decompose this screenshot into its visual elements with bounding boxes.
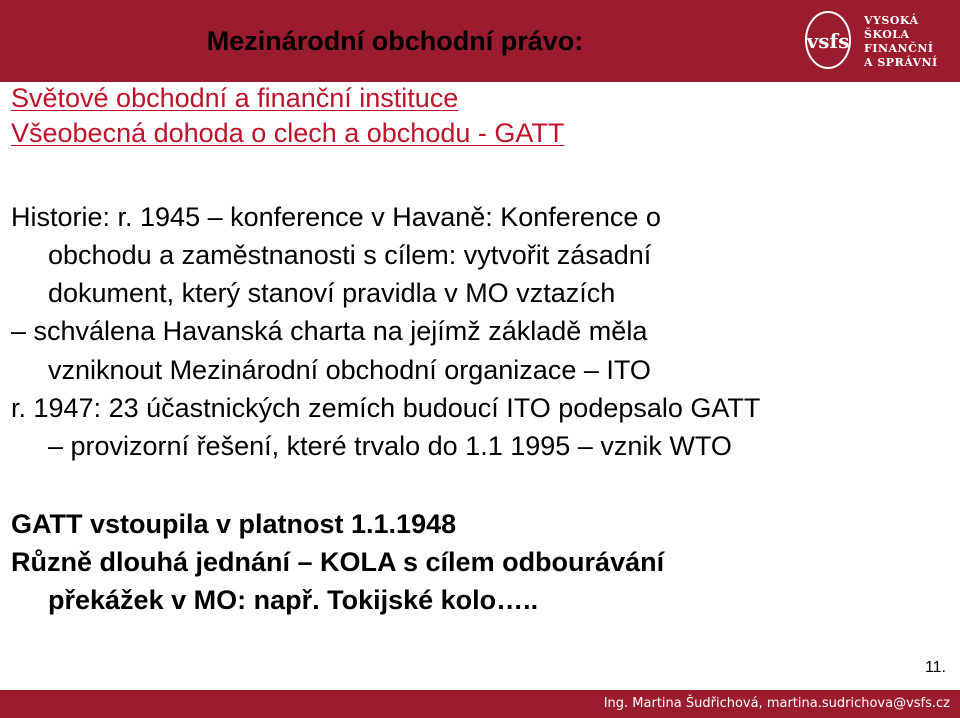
subtitle-line2: Všeobecná dohoda o clech a obchodu - GATT bbox=[11, 118, 565, 148]
bold-line-3: překážek v MO: např. Tokijské kolo….. bbox=[48, 585, 539, 615]
bold-line-2: Různě dlouhá jednání – KOLA s cílem odbourávání bbox=[11, 547, 665, 577]
body-line-1: Historie: r. 1945 – konference v Havaně: Konference o bbox=[11, 202, 661, 232]
bold-line-1: GATT vstoupila v platnost 1.1.1948 bbox=[11, 509, 457, 539]
footer-bar bbox=[0, 690, 960, 718]
school-name-line1: VYSOKÁ ŠKOLA bbox=[864, 14, 919, 41]
body-line-2: obchodu a zaměstnanosti s cílem: vytvořit zásadní bbox=[48, 240, 652, 270]
footer-author: Ing. Martina Šudřichová, martina.sudrichova@vsfs.cz bbox=[603, 696, 950, 711]
logo-mark: vsfs bbox=[806, 29, 850, 53]
school-name-line2: FINANČNÍ bbox=[864, 42, 934, 55]
school-name bbox=[864, 14, 960, 70]
body-line-4: – schválena Havanská charta na jejímž základě měla bbox=[11, 316, 648, 346]
body-line-5: vzniknout Mezinárodní obchodní organizace – ITO bbox=[48, 355, 651, 385]
slide-number: 11. bbox=[924, 659, 946, 676]
body-line-3: dokument, který stanoví pravidla v MO vztazích bbox=[48, 278, 616, 308]
vsfs-logo-icon bbox=[804, 8, 852, 72]
body-line-6: r. 1947: 23 účastnických zemích budoucí ITO podepsalo GATT bbox=[11, 393, 761, 423]
school-logo bbox=[790, 0, 960, 82]
subtitle-line1: Světové obchodní a finanční instituce bbox=[11, 83, 459, 113]
slide-title: Mezinárodní obchodní právo: bbox=[0, 0, 790, 82]
body-line-7: – provizorní řešení, které trvalo do 1.1 1995 – vznik WTO bbox=[48, 431, 732, 461]
school-name-line3: A SPRÁVNÍ bbox=[864, 56, 938, 69]
